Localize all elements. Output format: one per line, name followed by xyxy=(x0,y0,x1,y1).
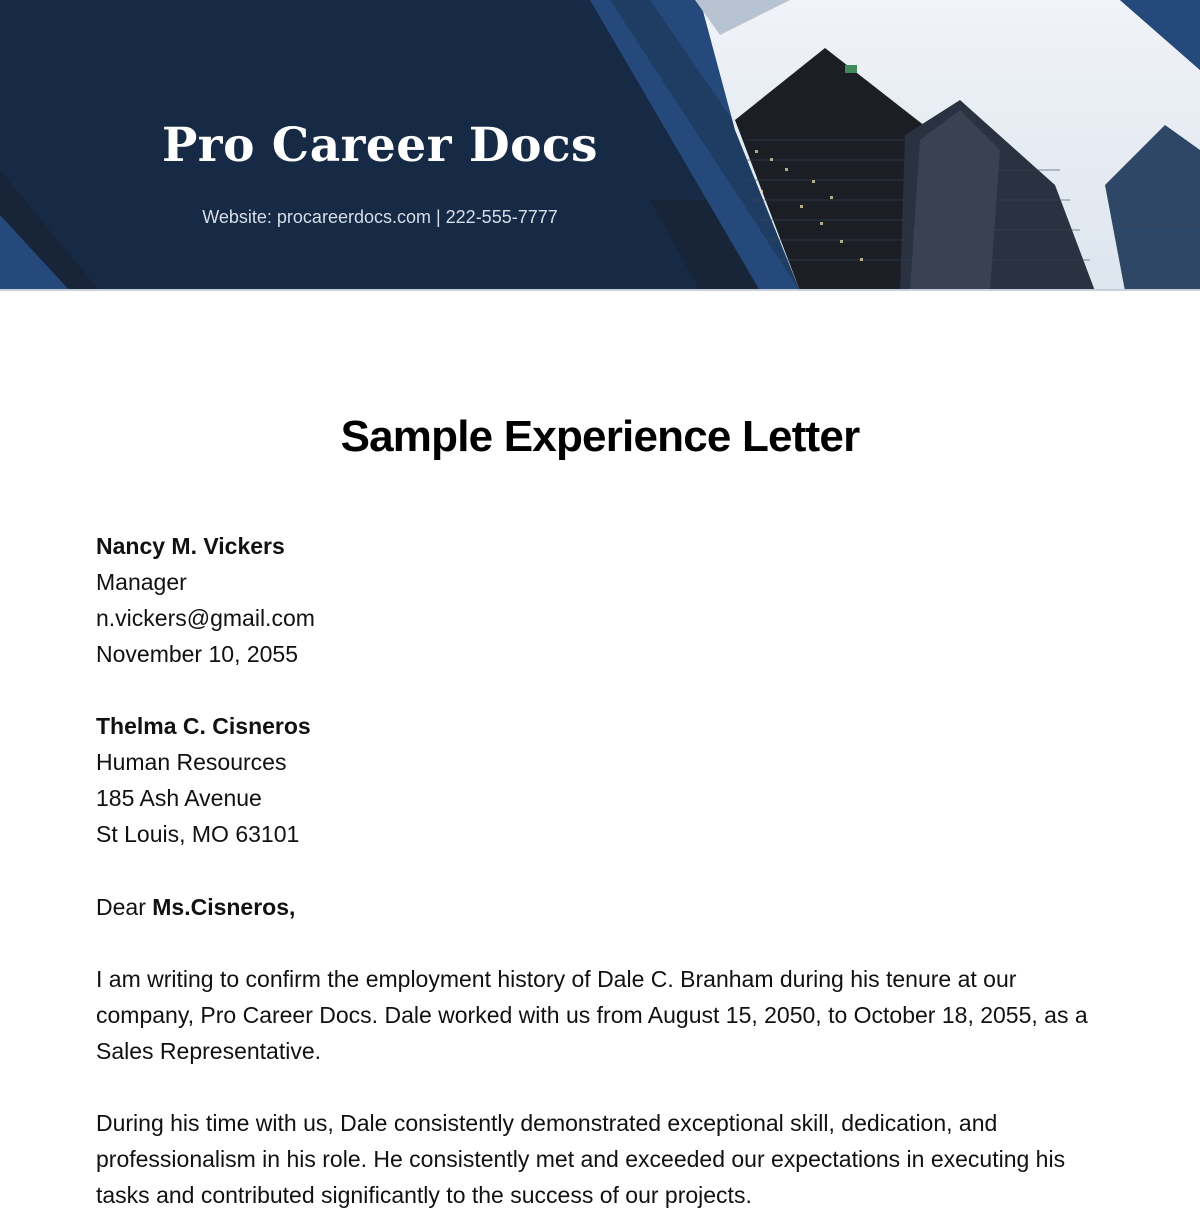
recipient-city: St Louis, MO 63101 xyxy=(96,821,300,847)
sender-email: n.vickers@gmail.com xyxy=(96,605,315,631)
letter-date: November 10, 2055 xyxy=(96,641,299,667)
sender-position: Manager xyxy=(96,569,187,595)
salutation-name: Ms.Cisneros, xyxy=(152,894,296,920)
letterhead-banner xyxy=(0,0,1200,291)
body-paragraph-1: I am writing to confirm the employment history of Dale C. Branham during his tenure at our company, Pro Career Docs. Dale worked with us from August 15, 2050, to October 18, 2055, as a Sales Representative. xyxy=(96,966,1088,1064)
body-paragraph-2: During his time with us, Dale consistently demonstrated exceptional skill, dedication, and professionalism in his role. He consistently met and exceeded our expectations in executing his tasks and contributed significantly to the success of our projects. xyxy=(96,1110,1066,1208)
salutation xyxy=(96,889,295,925)
sender-block xyxy=(96,528,315,672)
sender-name: Nancy M. Vickers xyxy=(96,533,285,559)
contact-line: Website: procareerdocs.com | 222-555-7777 xyxy=(202,207,558,227)
recipient-street: 185 Ash Avenue xyxy=(96,785,262,811)
recipient-department: Human Resources xyxy=(96,749,287,775)
brand-name: Pro Career Docs xyxy=(161,118,599,173)
recipient-block xyxy=(96,708,311,852)
salutation-greeting: Dear xyxy=(96,894,146,920)
document-title: Sample Experience Letter xyxy=(340,412,860,461)
recipient-name: Thelma C. Cisneros xyxy=(96,713,311,739)
